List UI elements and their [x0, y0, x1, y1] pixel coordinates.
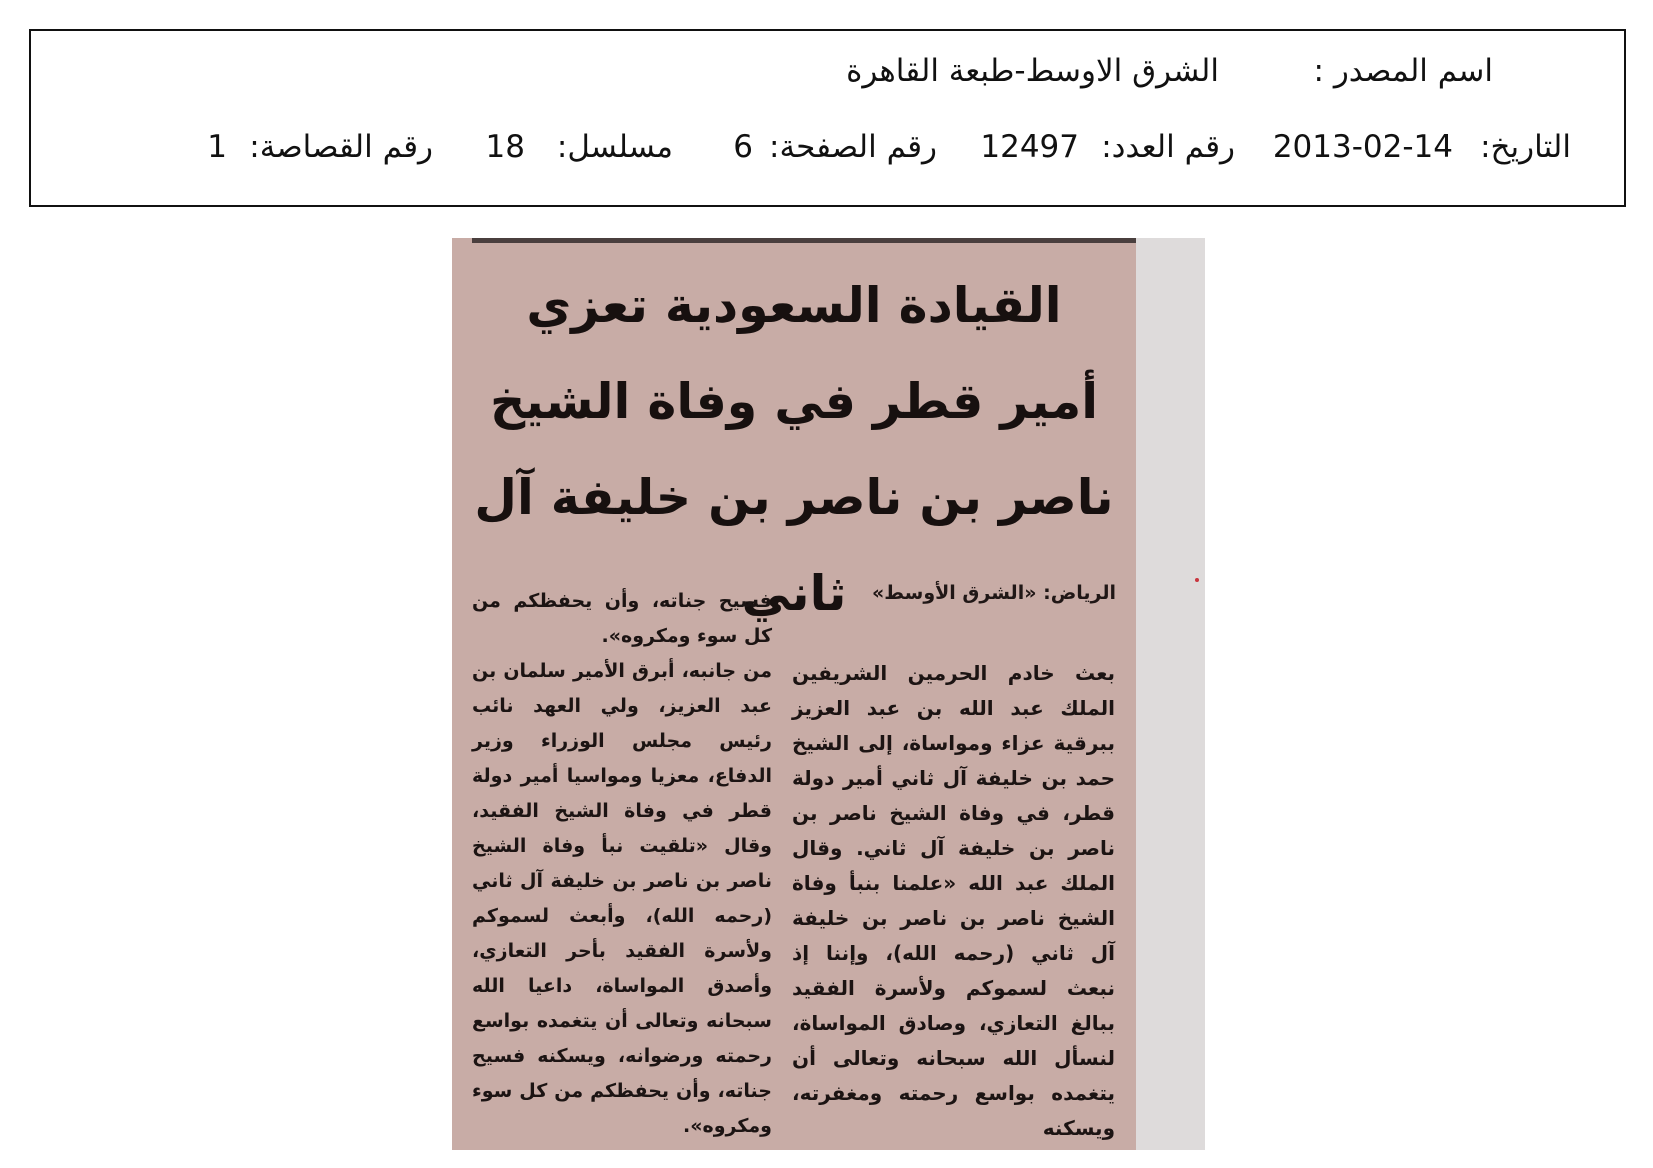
clip-value: 1	[207, 129, 227, 165]
issue-label: رقم العدد:	[1101, 129, 1235, 165]
headline-line-1: القيادة السعودية تعزي	[526, 277, 1062, 334]
newspaper-clipping	[452, 238, 1205, 1150]
date-label: التاريخ:	[1480, 129, 1571, 165]
headline-line-2: أمير قطر في وفاة الشيخ	[489, 373, 1099, 430]
source-value: الشرق الاوسط-طبعة القاهرة	[846, 53, 1219, 89]
clipping-margin	[1136, 238, 1205, 1150]
article-column-left	[472, 584, 772, 1144]
issue-value: 12497	[980, 129, 1079, 165]
date-value: 2013-02-14	[1272, 129, 1453, 165]
clipping-top-rule	[472, 238, 1136, 243]
column-left-main-paragraph: من جانبه، أبرق الأمير سلمان بن عبد العزيز، ولي العهد نائب رئيس مجلس الوزراء وزير الدفاع، معزيا ومواسيا أمير دولة قطر في وفاة الشيخ الفقيد، وقال «تلقيت نبأ وفاة الشيخ ناصر بن ناصر بن خليفة آل ثاني (رحمه الله)، وأبعث لسموكم ولأسرة الفقيد بأحر التعازي، وأصدق المواساة، داعيا الله سبحانه وتعالى أن يتغمده بواسع رحمته ورضوانه، ويسكنه فسيح جناته، وأن يحفظكم من كل سوء ومكروه».	[472, 660, 772, 1137]
article-column-right: بعث خادم الحرمين الشريفين الملك عبد الله بن عبد العزيز ببرقية عزاء ومواساة، إلى الشيخ حمد بن خليفة آل ثاني أمير دولة قطر، في وفاة الشيخ ناصر بن ناصر بن خليفة آل ثاني. وقال الملك عبد الله «علمنا بنبأ وفاة الشيخ ناصر بن ناصر بن خليفة آل ثاني (رحمه الله)، وإننا إذ نبعث لسموكم ولأسرة الفقيد ببالغ التعازي، وصادق المواساة، لنسأل الله سبحانه وتعالى أن يتغمده بواسع رحمته ومغفرته، ويسكنه	[792, 661, 1115, 1140]
clip-label: رقم القصاصة:	[249, 129, 433, 165]
article-dateline: الرياض: «الشرق الأوسط»	[872, 582, 1116, 604]
headline-line-3: ناصر بن ناصر بن خليفة آل ثاني	[474, 469, 1114, 622]
ink-dot	[1195, 578, 1199, 582]
source-label: اسم المصدر :	[1313, 53, 1493, 89]
page-label: رقم الصفحة:	[769, 129, 937, 165]
page-value: 6	[733, 129, 753, 165]
column-left-tail-paragraph: فسيح جناته، وأن يحفظكم من كل سوء ومكروه».	[472, 590, 772, 647]
serial-label: مسلسل:	[556, 129, 673, 165]
serial-value: 18	[485, 129, 525, 165]
